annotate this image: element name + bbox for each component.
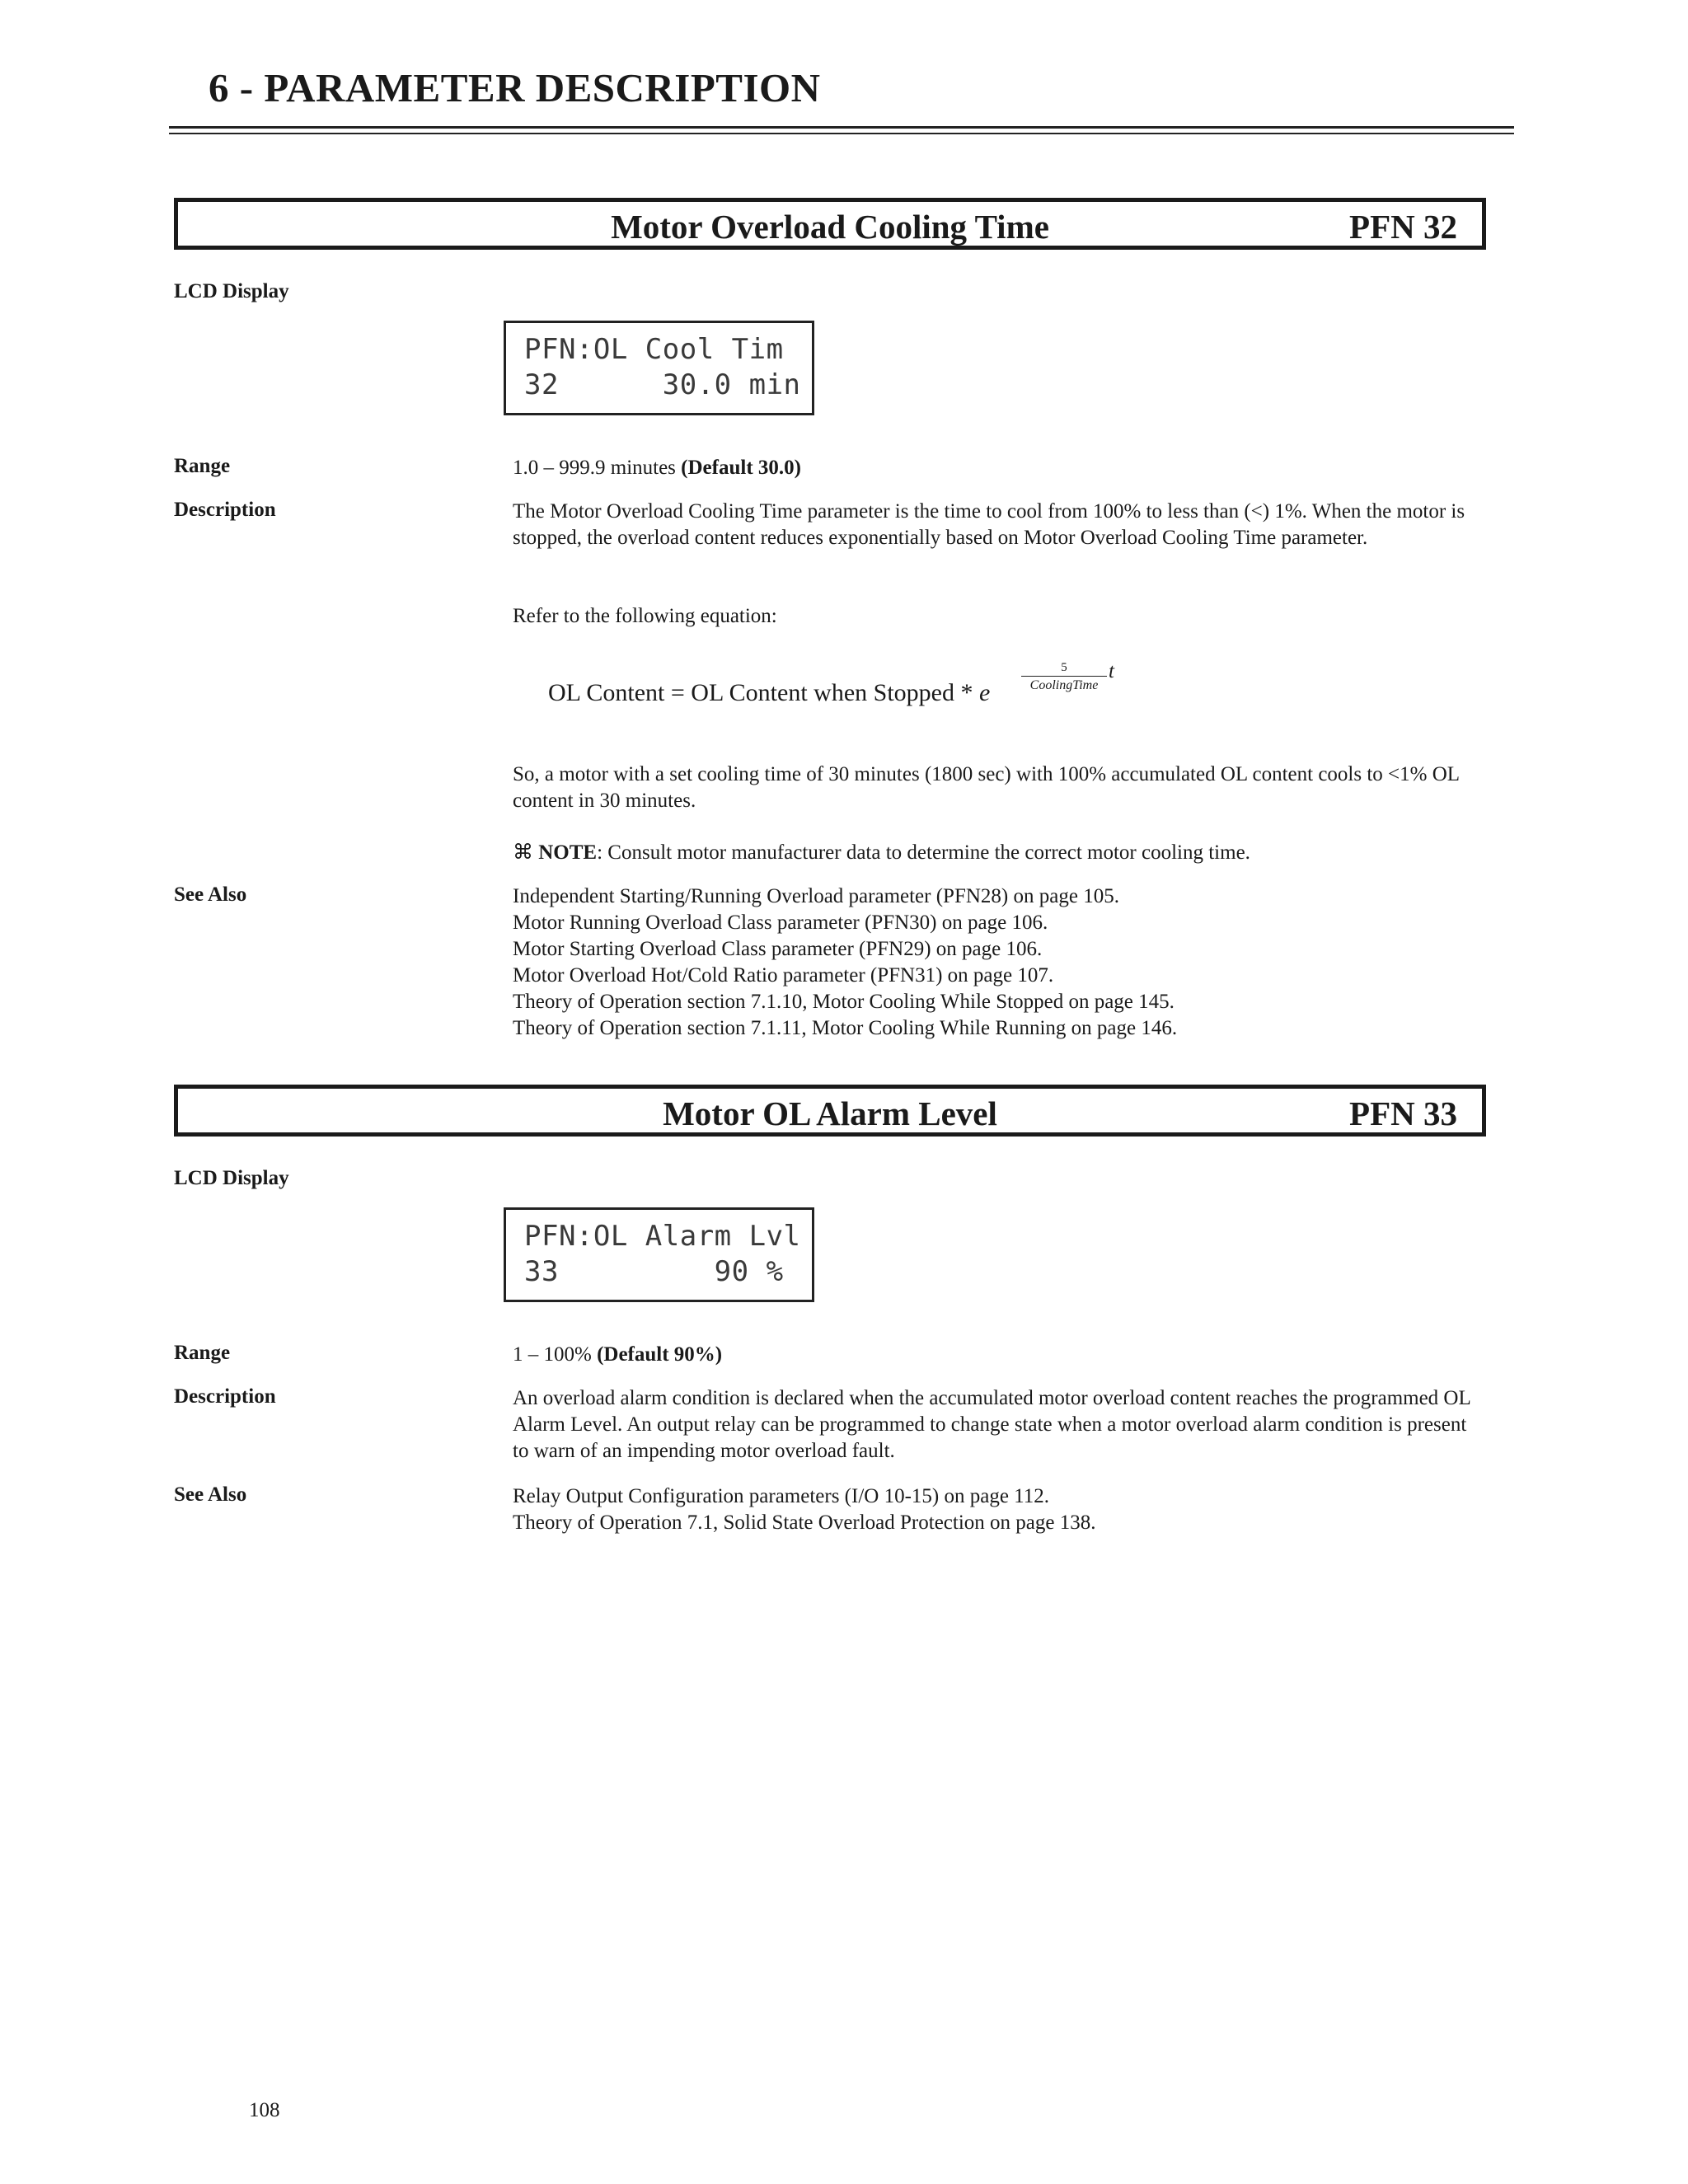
see-also-item: Relay Output Configuration parameters (I/O 10-15) on page 112. xyxy=(513,1485,1049,1507)
see-also-list xyxy=(513,1483,1477,1536)
see-also-item: Motor Overload Hot/Cold Ratio parameter (PFN31) on page 107. xyxy=(513,964,1054,987)
cooling-equation xyxy=(548,649,1207,715)
see-also-item: Theory of Operation section 7.1.10, Motor Cooling While Stopped on page 145. xyxy=(513,991,1175,1013)
lcd-line-2: 32 30.0 min xyxy=(524,368,801,401)
lcd-line-2: 33 90 % xyxy=(524,1255,784,1288)
page-title: 6 - PARAMETER DESCRIPTION xyxy=(209,65,821,110)
see-also-list xyxy=(513,883,1477,1042)
header-rule-thin xyxy=(169,133,1514,134)
parameter-code: PFN 32 xyxy=(1349,208,1457,246)
parameter-code: PFN 33 xyxy=(1349,1094,1457,1132)
lcd-display xyxy=(504,321,814,415)
parameter-name: Motor OL Alarm Level xyxy=(663,1094,997,1132)
parameter-header-pfn33 xyxy=(174,1085,1486,1137)
lcd-display xyxy=(504,1207,814,1302)
parameter-name: Motor Overload Cooling Time xyxy=(611,208,1049,246)
range-label: Range xyxy=(174,1342,231,1364)
lcd-display-label: LCD Display xyxy=(174,1167,289,1189)
range-default: (Default 30.0) xyxy=(681,457,801,479)
equation-variable: t xyxy=(1109,660,1114,682)
range-value xyxy=(513,1342,1477,1368)
command-icon: ⌘ xyxy=(513,841,533,864)
note-label: NOTE xyxy=(538,841,598,864)
lcd-line-1: PFN:OL Cool Tim xyxy=(524,333,784,366)
note xyxy=(513,840,1477,866)
equation-lhs: OL Content = OL Content when Stopped * xyxy=(548,679,979,706)
range-value xyxy=(513,455,1477,481)
example-text: So, a motor with a set cooling time of 30 minutes (1800 sec) with 100% accumulated OL content cools to <1% OL content in 30 minutes. xyxy=(513,763,1460,812)
range-default: (Default 90%) xyxy=(597,1343,723,1366)
see-also-item: Independent Starting/Running Overload parameter (PFN28) on page 105. xyxy=(513,885,1119,907)
see-also-item: Theory of Operation 7.1, Solid State Overload Protection on page 138. xyxy=(513,1511,1096,1534)
description-label: Description xyxy=(174,1385,276,1408)
page-number: 108 xyxy=(249,2099,280,2121)
see-also-item: Theory of Operation section 7.1.11, Motor Cooling While Running on page 146. xyxy=(513,1017,1178,1039)
range-label: Range xyxy=(174,455,231,477)
lcd-line-1: PFN:OL Alarm Lvl xyxy=(524,1220,801,1253)
equation-exponent-fraction xyxy=(1021,661,1107,695)
note-text: : Consult motor manufacturer data to determine the correct motor cooling time. xyxy=(597,841,1250,864)
see-also-label: See Also xyxy=(174,1483,247,1506)
see-also-item: Motor Running Overload Class parameter (PFN30) on page 106. xyxy=(513,912,1048,934)
equation-numerator: 5 xyxy=(1061,661,1067,674)
equation-main xyxy=(548,679,990,707)
lcd-display-label: LCD Display xyxy=(174,280,289,302)
equation-denominator: CoolingTime xyxy=(1029,678,1099,692)
description-label: Description xyxy=(174,499,276,521)
description-text: The Motor Overload Cooling Time parameter is the time to cool from 100% to less than (<) 1%. When the motor is stopped, the overload content reduces exponentially based on Motor Overload Cooling Time parameter. xyxy=(513,500,1465,549)
range-text: 1.0 – 999.9 minutes xyxy=(513,457,682,479)
header-rule-thick xyxy=(169,126,1514,129)
see-also-item: Motor Starting Overload Class parameter (PFN29) on page 106. xyxy=(513,938,1043,960)
equation-intro: Refer to the following equation: xyxy=(513,605,777,627)
see-also-label: See Also xyxy=(174,883,247,906)
equation-base: e xyxy=(978,679,991,706)
range-text: 1 – 100% xyxy=(513,1343,598,1366)
parameter-header-pfn32 xyxy=(174,198,1486,250)
description-text: An overload alarm condition is declared when the accumulated motor overload content reaches the programmed OL Alarm Level. An output relay can be programmed to change state when a motor overload alarm condition is present to warn of an impending motor overload fault. xyxy=(513,1387,1470,1462)
